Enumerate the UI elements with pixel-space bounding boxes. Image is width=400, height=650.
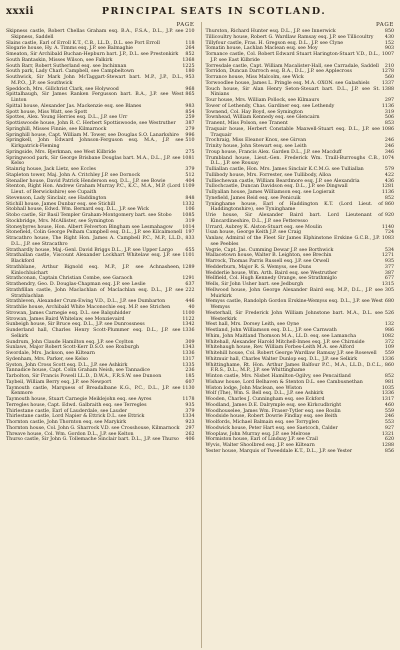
- entry-page-number: 1278: [381, 69, 394, 75]
- entry-page-number: 553: [384, 420, 394, 425]
- entry-text: Wiston lodge, John Maclean, see Wiston: [205, 385, 303, 391]
- entry-text: Trinity house, John Stewart esq. see Leith: [205, 144, 307, 149]
- entry-text: Stenaller house, David Patrick Henderson esq. D.L., J.P. see Bowie: [6, 178, 166, 184]
- entry-page-number: 1086: [381, 126, 394, 132]
- entry-text: Tynefield, James Reid esq. see Penicuik: [205, 195, 301, 201]
- entry-text: Terregles house, Capt. Edwd. Galbraith esq. see Terregles: [6, 402, 147, 408]
- entry-page-number: 935: [384, 259, 394, 264]
- entry-text: Strathconan, Captain Christian Combe, see Garaoch: [6, 276, 133, 282]
- entry-text: Tullyallan house, James Williamson esq. see Logierait: [205, 190, 335, 195]
- entry-page-number: 246: [384, 138, 394, 144]
- entry-text: Woodhouselee, James Wm. Fraser-Tytler esq. see Roslin: [205, 408, 341, 414]
- seat-entry: [206, 236, 395, 248]
- entry-text: Wemyss castle, Randolph Gordon Erskine-Wemyss esq. D.L., J.P. see West Wemyss: [205, 299, 383, 310]
- entry-page-number: 852: [384, 195, 394, 201]
- entry-page-number: 927: [384, 425, 394, 431]
- entry-page-number: 305: [384, 287, 394, 293]
- entry-text: Tannadice house, Capt. Colin Graham Neish, see Tannadice: [6, 368, 150, 374]
- entry-page-number: 559: [384, 408, 394, 414]
- entry-text: Strowan, James Baird Whitelaw, see Monzievaird: [6, 316, 125, 322]
- entry-page-number: 560: [384, 75, 394, 80]
- entry-page-number: 1281: [381, 184, 394, 190]
- entry-text: South park, Lady Charl. Campbell, see Campbeltown: [6, 69, 135, 75]
- entry-text: Woodside house, Robert Dowrie Findlay esq. see Beith: [205, 414, 338, 420]
- entry-text: Threave house, Col. Wm. Gordon D.L., J.P. see Kelton: [6, 431, 134, 437]
- left-column: [6, 22, 195, 648]
- seat-entry: [206, 202, 395, 214]
- entry-text: Tower of Lethendy, Chas. Gardiner esq. see Lethendy: [205, 103, 335, 109]
- entry-page-number: 430: [384, 34, 394, 40]
- entry-text: Spittalhaugh, Sir James Ranken Fergusson bart. B.A., J.P. see West Linton: [6, 92, 184, 103]
- page-header: [6, 6, 394, 20]
- seat-entry: [6, 184, 195, 196]
- entry-page-number: 1321: [381, 431, 394, 437]
- entry-page-number: 210: [384, 63, 394, 69]
- entry-text: Touch house, Sir Alan Henry Seton-Steuart bart. D.L., J.P. see St. Ninians: [205, 86, 380, 98]
- entry-page-number: 377: [384, 264, 394, 270]
- entry-page-number: 210: [185, 29, 195, 34]
- entry-page-number: 853: [384, 121, 394, 126]
- entry-text: Thornton castle, John Thornton esq. see Marykirk: [6, 420, 127, 425]
- entry-page-number: 677: [384, 276, 394, 282]
- page-title: PRINCIPAL SEATS IN SCOTLAND.: [101, 6, 327, 17]
- entry-page-number: 1336: [182, 351, 195, 356]
- entry-page-number: 724: [384, 230, 394, 236]
- entry-text: Woodwick house, Peter Hart esq. see Saetcoch, Calder: [205, 425, 338, 431]
- seat-entry: [206, 311, 395, 323]
- entry-page-number: 1082: [381, 333, 394, 339]
- entry-page-number: 404: [185, 178, 195, 184]
- entry-page-number: 262: [185, 431, 195, 437]
- entry-page-number: 607: [185, 379, 195, 385]
- entry-text: Stracathro house, The Right Hon. James A. Campbell P.C., M.P., LL.D., D.L., J.P. see Stracathro: [6, 236, 184, 247]
- entry-text: Strathblane, Arthur Bignold esq. M.P., J.P. see Achnasheen, Kinlochluichart: [6, 264, 181, 276]
- entry-text: Whitehaugh house, Rev. William Forbes-Leith M.A. see Alford: [205, 345, 355, 351]
- entry-text: Wells, Sir John Usher bart. see Jedburgh: [205, 282, 304, 287]
- entry-page-number: 387: [185, 121, 195, 126]
- entry-page-number: 920: [384, 213, 394, 218]
- entry-page-number: 259: [185, 115, 195, 121]
- entry-text: Taybeil, William Berry esq. J.P. see Newport: [6, 379, 112, 385]
- entry-page-number: 510: [185, 138, 195, 144]
- entry-page-number: 968: [185, 86, 195, 92]
- seat-entry: [6, 253, 195, 265]
- entry-text: Wedderlie house, Wm. Arth. Baird esq. see Westruther: [205, 270, 338, 276]
- entry-text: Tullochcastle, Duncan Davidson esq. D.L., J.P. see Dingwall: [205, 184, 348, 190]
- page-number: xxxii: [6, 6, 34, 17]
- entry-page-number: 637: [185, 282, 195, 287]
- entry-text: Stobhall house, Edwd. Wm. Bernard esq. D.L., J.P. see Wick: [6, 207, 149, 213]
- entry-text: Strathardly house, Maj.-Genl. David Briggs D.L., J.P. see Upper Largo: [6, 247, 174, 253]
- entry-text: Stainrig house, Jack Lietz, see Eccles: [6, 167, 96, 172]
- entry-page-number: 185: [185, 374, 195, 379]
- entry-text: Wellfield, Col. Hugh Kennedy Orange, see Strathmiglo: [205, 276, 337, 282]
- entry-text: West hall, Mrs. Dorsey Leith, see Oyne: [205, 322, 300, 328]
- entry-page-number: 180: [185, 69, 195, 75]
- entry-page-number: 118: [185, 40, 195, 46]
- entry-page-number: 1271: [381, 253, 394, 259]
- entry-page-number: 1336: [381, 356, 394, 362]
- entry-text: Woolfords, Michael Balmain esq. see Torryglen: [205, 420, 319, 425]
- entry-page-number: 1317: [381, 397, 394, 402]
- entry-page-number: 860: [384, 201, 394, 207]
- seat-entry: [6, 29, 195, 41]
- entry-page-number: 297: [384, 98, 394, 103]
- entry-page-number: 534: [384, 247, 394, 253]
- entry-page-number: 264: [185, 46, 195, 52]
- entry-page-number: 40: [188, 305, 195, 310]
- entry-page-number: 860: [384, 362, 394, 368]
- entry-page-number: 197: [185, 230, 195, 236]
- right-column: [201, 22, 395, 648]
- entry-text: Strowan, James Carnegie esq. D.L. see Balquhidder: [6, 310, 131, 316]
- entry-page-number: 1130: [182, 385, 195, 391]
- entry-page-number: 1136: [381, 103, 394, 109]
- entry-page-number: 1122: [182, 316, 195, 322]
- entry-text: Tullibody house, Mrs. Forrester, see Tullibody, Alloa: [205, 172, 331, 178]
- entry-page-number: 222: [185, 287, 195, 293]
- entry-text: Slogarie house, Hy. A. Timms esq. J.P. see Balmaghie: [6, 46, 133, 52]
- entry-text: Trumbland house, Lieut.-Gen. Frederick Wm. Traill-Burroughs C.B., D.L., J.P. see Rousay: [205, 155, 380, 167]
- entry-page-number: 446: [185, 299, 195, 305]
- entry-columns: [6, 22, 394, 648]
- entry-text: Trochraig, Miss Eleanor Knox, see Girvan: [205, 138, 307, 144]
- entry-page-number: 903: [384, 46, 394, 52]
- entry-text: Sundrum, John Claude Hamilton esq. J.P. see Coylton: [6, 339, 134, 345]
- entry-page-number: 953: [185, 75, 195, 80]
- entry-page-number: 1343: [182, 345, 195, 351]
- entry-text: Strathleven, Alexander Crum-Ewing V.D., D.L., J.P. see Dumbarton: [6, 299, 166, 305]
- entry-text: Strathlie house, Archibald White Maconochie esq. M.P. see Strichen: [6, 305, 171, 310]
- seat-entry: [206, 127, 395, 139]
- entry-text: Westerhall, Sir Frederick John William Johnstone bart. M.A., D.L. see Westerkirk: [205, 310, 383, 322]
- entry-text: Spittal house, Alexander Jas. Mackenzie esq. see Blanes: [6, 103, 142, 109]
- entry-text: Smeaton, Sir Archibald Buchan-Hepburn bart. J.P., D.L. see Prestonkirk: [6, 52, 179, 57]
- seat-entry: [206, 363, 395, 375]
- entry-page-number: 1083: [381, 236, 394, 241]
- entry-page-number: 850: [384, 29, 394, 34]
- entry-page-number: 309: [185, 339, 195, 345]
- entry-text: Sunderland hall, Charles Henry Scott-Plummer esq. D.L., J.P. see Selkirk: [6, 328, 181, 339]
- entry-text: Speddoch, Mrs. Gillchrist Clark, see Holywood: [6, 86, 119, 92]
- entry-text: Westland, John Williamson esq. D.L., J.P. see Carnwath: [205, 328, 337, 333]
- entry-text: Thirlestane castle, Lord Napier & Ettrick D.L. see Ettrick: [6, 414, 145, 420]
- seat-entry: [206, 156, 395, 168]
- entry-page-number: 406: [185, 437, 195, 443]
- entry-text: Taymouth house, Stuart Carnegie Meiklejohn esq. see Ayres: [6, 397, 152, 402]
- entry-text: Wolf (The), Wm. S. Bell esq. D.L., J.P. see Ashkirk: [205, 391, 324, 397]
- entry-text: Yester house, Marquis of Tweeddale K.T., D.L., J.P. see Yester: [205, 448, 353, 454]
- entry-page-number: 865: [185, 92, 195, 98]
- entry-page-number: 1035: [381, 385, 394, 391]
- entry-text: Woodland, James D.E. Dalrymple esq. see Kirkcudbright: [205, 402, 342, 408]
- entry-text: Sunlaws, Major Robert Scott-Kerr D.S.O. see Roxburgh: [6, 345, 140, 351]
- entry-text: Vanlaw, Admiral of the Fleet Sir James Elphinstone Erskine G.C.B., J.P. see Peebles: [205, 236, 380, 247]
- entry-text: Tillyfour castle, Fras. H. Gregson esq. D.L., J.P. see Clyne: [205, 40, 344, 46]
- entry-text: Wyvis, Walter Shoolbred esq. J.P. see Kiltearn: [205, 443, 315, 448]
- entry-page-number: 1368: [182, 57, 195, 63]
- entry-page-number: 379: [185, 408, 195, 414]
- entry-page-number: 372: [384, 339, 394, 345]
- entry-page-number: 981: [384, 379, 394, 385]
- entry-text: Tillicoultry house, Robert G. Wardlaw Ramsay esq. J.P. see Tillicoultry: [205, 34, 374, 40]
- seat-entry: [6, 288, 195, 300]
- entry-page-number: 655: [185, 247, 195, 253]
- entry-text: Tour house, Mrs. William Pollock, see Kilmaurs: [205, 98, 320, 103]
- seat-entry: [206, 52, 395, 64]
- entry-text: Urie house, Sir Alexander Baird bart. Lord Lieutenant of Kincardineshire, D.L., J.P. see Fetteresso: [205, 213, 383, 224]
- entry-page-number: 1014: [182, 224, 195, 230]
- entry-text: Thurston, Richard Hunter esq. D.L., J.P. see Innerwick: [205, 29, 336, 34]
- entry-page-number: 852: [185, 52, 195, 57]
- entry-text: Strathendry, Geo. D. Douglas-Chapman esq. J.P. see Leslie: [6, 282, 146, 287]
- entry-page-number: 833: [185, 236, 195, 241]
- entry-page-number: 1109: [182, 184, 195, 190]
- entry-page-number: 1081: [182, 155, 195, 161]
- entry-page-number: 1317: [182, 356, 195, 362]
- entry-page-number: 1288: [381, 443, 394, 448]
- entry-text: Stichill house, James Dunbar esq. see Stichill: [6, 201, 116, 207]
- entry-page-number: 1315: [381, 282, 394, 287]
- entry-text: Spottiswoode house, John R. C. Herbert Spottiswoode, see Westruther: [6, 121, 176, 126]
- page-column-label: PAGE: [376, 22, 394, 28]
- entry-text: Springwood park, Sir George Brisbane Douglas bart. M.A., D.L., J.P. see Kelso: [6, 155, 181, 167]
- seat-entry: [6, 156, 195, 168]
- entry-text: Sydenham, Mrs. Parker, see Kelso: [6, 356, 89, 362]
- entry-page-number: 152: [384, 40, 394, 46]
- entry-text: South Barr, Robert Sutherland esq. see Inchinnan: [6, 63, 127, 69]
- entry-text: Wishaw house, Lord Belhaven & Stenton D.L. see Cambusnethan: [205, 379, 363, 385]
- entry-text: Vogrie, Capt. Jas. Cumming Dewar J.P. see Borthwick: [205, 247, 334, 253]
- entry-text: Torresdale castle, Capt. William Macalister-Hall, see Carradale, Saddell: [205, 63, 379, 69]
- entry-page-number: 1007: [381, 52, 394, 57]
- entry-text: Swordale, Mrs. Jackson, see Kiltearn: [6, 351, 95, 356]
- entry-text: Whim, John Maitland Thomson M.A., LL.D. esq. see Lamancha: [205, 333, 357, 339]
- entry-text: Stapleton tower, Maj. John A. Critchley J.P. see Dornock: [6, 172, 140, 178]
- entry-page-number: 986: [384, 328, 394, 333]
- entry-page-number: 854: [185, 109, 195, 115]
- entry-text: Slains castle, Earl of Erroll K.T., C.B., LL.D., D.L. see Port Erroll: [6, 40, 160, 46]
- entry-page-number: 460: [384, 402, 394, 408]
- entry-text: Troup house, Francis Alex. Garden D.L., J.P. see Macduff: [205, 149, 342, 155]
- entry-text: Wooplaw, John Murray esq. J.P. see Melrose: [205, 431, 311, 437]
- entry-text: Townhead, William Kennedy esq. see Glencairn: [205, 115, 320, 121]
- seat-entry: [206, 213, 395, 225]
- entry-text: Winton castle, Mrs. Nisbet Hamilton-Ogilvy, see Pencaitland: [205, 374, 351, 379]
- entry-text: Stoneybyres house, Hon. Albert Felverton Bingham see Lesmahagow: [6, 224, 173, 230]
- entry-page-number: 506: [384, 115, 394, 121]
- entry-page-number: 1178: [182, 397, 195, 402]
- entry-page-number: 319: [185, 218, 195, 224]
- entry-text: Tarbolton, Sir Francis Powell LL.D., D.W.A., F.R.S.W. see Dunoon: [6, 374, 162, 379]
- entry-page-number: 923: [185, 420, 195, 425]
- entry-page-number: 1074: [381, 155, 394, 161]
- seat-entry: [6, 265, 195, 277]
- seat-entry: [6, 437, 195, 443]
- entry-page-number: 109: [384, 345, 394, 351]
- seat-entry: [206, 87, 395, 99]
- entry-page-number: 1291: [182, 276, 195, 282]
- entry-text: Strathallan castle, Viscount Alexander Lockhart Whitelaw esq. J.P. see Blackford: [6, 253, 181, 264]
- entry-page-number: 422: [384, 172, 394, 178]
- entry-page-number: 856: [384, 448, 394, 454]
- entry-page-number: 1332: [182, 201, 195, 207]
- seat-entry: [206, 288, 395, 300]
- entry-page-number: 1225: [182, 63, 195, 69]
- entry-text: Wellwood house, John George Alexander Baird esq. M.P., D.L., J.P. see Muirkirk: [205, 287, 383, 299]
- entry-text: Tomatin house, Lachlan Maclean esq. see Moy: [205, 46, 318, 52]
- entry-page-number: 680: [384, 299, 394, 305]
- entry-page-number: 1140: [381, 224, 394, 230]
- seat-entry: [6, 328, 195, 340]
- entry-page-number: 297: [185, 425, 195, 431]
- entry-text: Taymouth castle, Marquess of Breadalbane K.G., P.C., D.L., J.P. see Kenmore: [6, 385, 181, 397]
- entry-page-number: 983: [185, 103, 195, 109]
- entry-text: Southwick, Sir Mark John McTaggart-Stewart bart. M.P., J.P., D.L., M.P.O., J.P. see Southwick: [6, 75, 184, 86]
- entry-text: Torwoodlee house, James L. Pringle esq. M.A. OXON. see Galashiels: [205, 80, 370, 86]
- entry-page-number: 620: [384, 437, 394, 443]
- entry-page-number: 279: [185, 126, 195, 132]
- entry-text: South Bantaskin, Misses Wilson, see Falkirk: [6, 57, 113, 63]
- entry-text: Whitehill house, Col. Robert George Wardlaw Ramsay J.P. see Rosewell: [205, 351, 377, 356]
- entry-page-number: 1342: [182, 322, 195, 328]
- entry-text: Stenton, Right Hon. Andrew Graham Murray P.C., K.C., M.A., M.P. (Lord Lieut. of Berwickshire) see Cupaith: [6, 184, 181, 195]
- entry-text: Syston, John Cross Scott esq. D.L., J.P. see Ashkirk: [6, 362, 128, 368]
- entry-page-number: 1136: [381, 190, 394, 195]
- entry-page-number: 1101: [182, 253, 195, 259]
- entry-text: Torridon, Duncan Darroch esq. B.A., D.L., J.P. see Applecross: [205, 69, 352, 75]
- entry-text: Wooden, Charles J. Cunningham esq. see Eckford: [205, 397, 325, 402]
- entry-text: Spott house, Miss Watt, see Spott: [6, 109, 88, 115]
- entry-page-number: 852: [384, 374, 394, 379]
- entry-page-number: 559: [384, 351, 394, 356]
- entry-text: Spottes, Alex. Young Herries esq. D.L., J.P. see Urr: [6, 115, 128, 121]
- entry-text: Usan house, George Keith J.P. see Craig: [205, 230, 302, 236]
- entry-page-number: 379: [185, 167, 195, 172]
- entry-text: Stonefield, Colin George Pelham Campbell esq. D.L., J.P. see Kilcalmonell: [6, 230, 183, 236]
- entry-page-number: 387: [384, 270, 394, 276]
- entry-page-number: 106: [185, 207, 195, 213]
- entry-page-number: 1334: [182, 414, 195, 420]
- entry-text: Tornance castle, Col. Robert Edward Stuart Harington-Stuart V.D., D.L., J.P. see East Kilbride: [205, 52, 380, 63]
- entry-text: Strathfillan castle, John Maclachlan of Maclachlan esq. D.L., J.P. see Strathlachlan: [6, 287, 184, 299]
- entry-text: Whitmuir hall, Charles Walter Dunlop esq. D.L., J.P. see Selkirk: [205, 356, 358, 362]
- entry-page-number: 1289: [182, 264, 195, 270]
- entry-text: Stockbridge, Mrs. McAllister, see Symington: [6, 218, 114, 224]
- entry-text: Thirlestane castle, Earl of Lauderdale, see Lauder: [6, 408, 127, 414]
- entry-text: Tulliechewan castle, William Beardmore esq. J.P. see Alexandria: [205, 178, 360, 184]
- entry-text: Tyninghame house, Earl of Haddington K.T. (Lord Lieut. of Haddingtonshire), see Tyninghame: [205, 201, 383, 213]
- entry-text: Whittinghame, Rt. Hon. Arthur James Balfour P.C., M.A., LL.D., D.C.L., F.R.S., D.L., M.P., J.P. see Whittinghame: [205, 362, 383, 374]
- entry-text: Wormiston house, Earl of Lindsay J.P. see Crail: [205, 437, 318, 443]
- entry-text: Whitehall, Alexander Harold Mitchell-Innes esq. J.P. see Chirnside: [205, 339, 365, 345]
- entry-page-number: 1335: [182, 362, 195, 368]
- entry-text: Thornton house, Col. John G. Sharrock V.D. see Crosshouse, Kilmarnock: [6, 425, 180, 431]
- entry-page-number: 319: [384, 109, 394, 115]
- entry-page-number: 1336: [182, 328, 195, 333]
- entry-page-number: 132: [384, 322, 394, 328]
- seat-entry: [206, 449, 395, 455]
- entry-page-number: 996: [185, 132, 195, 138]
- entry-page-number: 512: [185, 172, 195, 178]
- seat-entry: [6, 236, 195, 248]
- entry-page-number: 246: [384, 414, 394, 420]
- seat-entry: [6, 386, 195, 398]
- entry-page-number: 1085: [182, 213, 195, 218]
- entry-text: Stobo castle, Sir Basil Templer Graham-Montgomery bart. see Stobo: [6, 213, 172, 218]
- entry-text: Torrance house, Miss Malcolm, see Wick: [205, 75, 304, 80]
- entry-text: Stevenson, Lady Sinclair, see Haddington: [6, 195, 107, 201]
- seat-entry: [6, 75, 195, 87]
- entry-page-number: 275: [185, 149, 195, 155]
- entry-text: Tulliallan castle, Hon. Mrs. James Sinclair K.C.M.G. see Tulliallan: [205, 167, 364, 172]
- entry-text: Skipness castle, Robert Chellas Graham esq. B.A., F.S.A., D.L., J.P. see Skipness, Saddell: [6, 29, 184, 40]
- entry-page-number: 1388: [381, 86, 394, 92]
- entry-page-number: 236: [185, 368, 195, 374]
- seat-entry: [6, 138, 195, 150]
- entry-text: Springkell, John Edward Johnson-Ferguson esq. M.A., J.P. see Kirkpatrick-Fleming: [6, 138, 184, 149]
- entry-text: Springhill, Misses Finnie, see Kilmarnock: [6, 126, 107, 132]
- entry-page-number: 579: [384, 167, 394, 172]
- seat-entry: [6, 92, 195, 104]
- entry-text: Thurso castle, Sir John G. Tollemache Sinclair bart. D.L., J.P. see Thurso: [6, 437, 179, 443]
- entry-page-number: 848: [185, 195, 195, 201]
- entry-text: Wedderburn, Major R. S. Wemyss, see Duns: [205, 264, 312, 270]
- entry-page-number: 246: [384, 144, 394, 149]
- seat-entry: [206, 299, 395, 311]
- entry-page-number: 1337: [381, 80, 394, 86]
- entry-page-number: 935: [185, 402, 195, 408]
- entry-page-number: 526: [384, 310, 394, 316]
- entry-text: Traquair house, Herbert Constable Maxwell-Stuart esq. D.L., J.P. see Traquair: [205, 126, 380, 138]
- page-column-label: PAGE: [176, 22, 195, 28]
- entry-text: Sunbeigh house, Sir Bruce esq. D.L., J.P. see Dunrossness: [6, 322, 145, 328]
- entry-text: Warrock, Thomas Parris Russell esq. J.P. see Orwell: [205, 259, 330, 264]
- entry-page-number: 1336: [381, 391, 394, 397]
- entry-text: Wallacetown house, Walter B. Leighton, see Brechin: [205, 253, 332, 259]
- entry-page-number: 436: [384, 178, 394, 184]
- entry-text: Tranent, Miss Polson, see Tranent: [205, 121, 288, 126]
- entry-text: Springside, Mrs. Bjerkman, see West Kilbride: [6, 149, 116, 155]
- entry-page-number: 346: [384, 149, 394, 155]
- entry-text: Urrard, Aubrey K. Alston-Stuart esq. see Moulin: [205, 224, 322, 230]
- entry-text: Townend, Col. Hay Boyd, see Symington: [205, 109, 303, 115]
- entry-text: Springhill house, Capt. William M. Tower, see Douglas S.O. Lanarkshire: [6, 132, 179, 138]
- entry-page-number: 1100: [182, 310, 195, 316]
